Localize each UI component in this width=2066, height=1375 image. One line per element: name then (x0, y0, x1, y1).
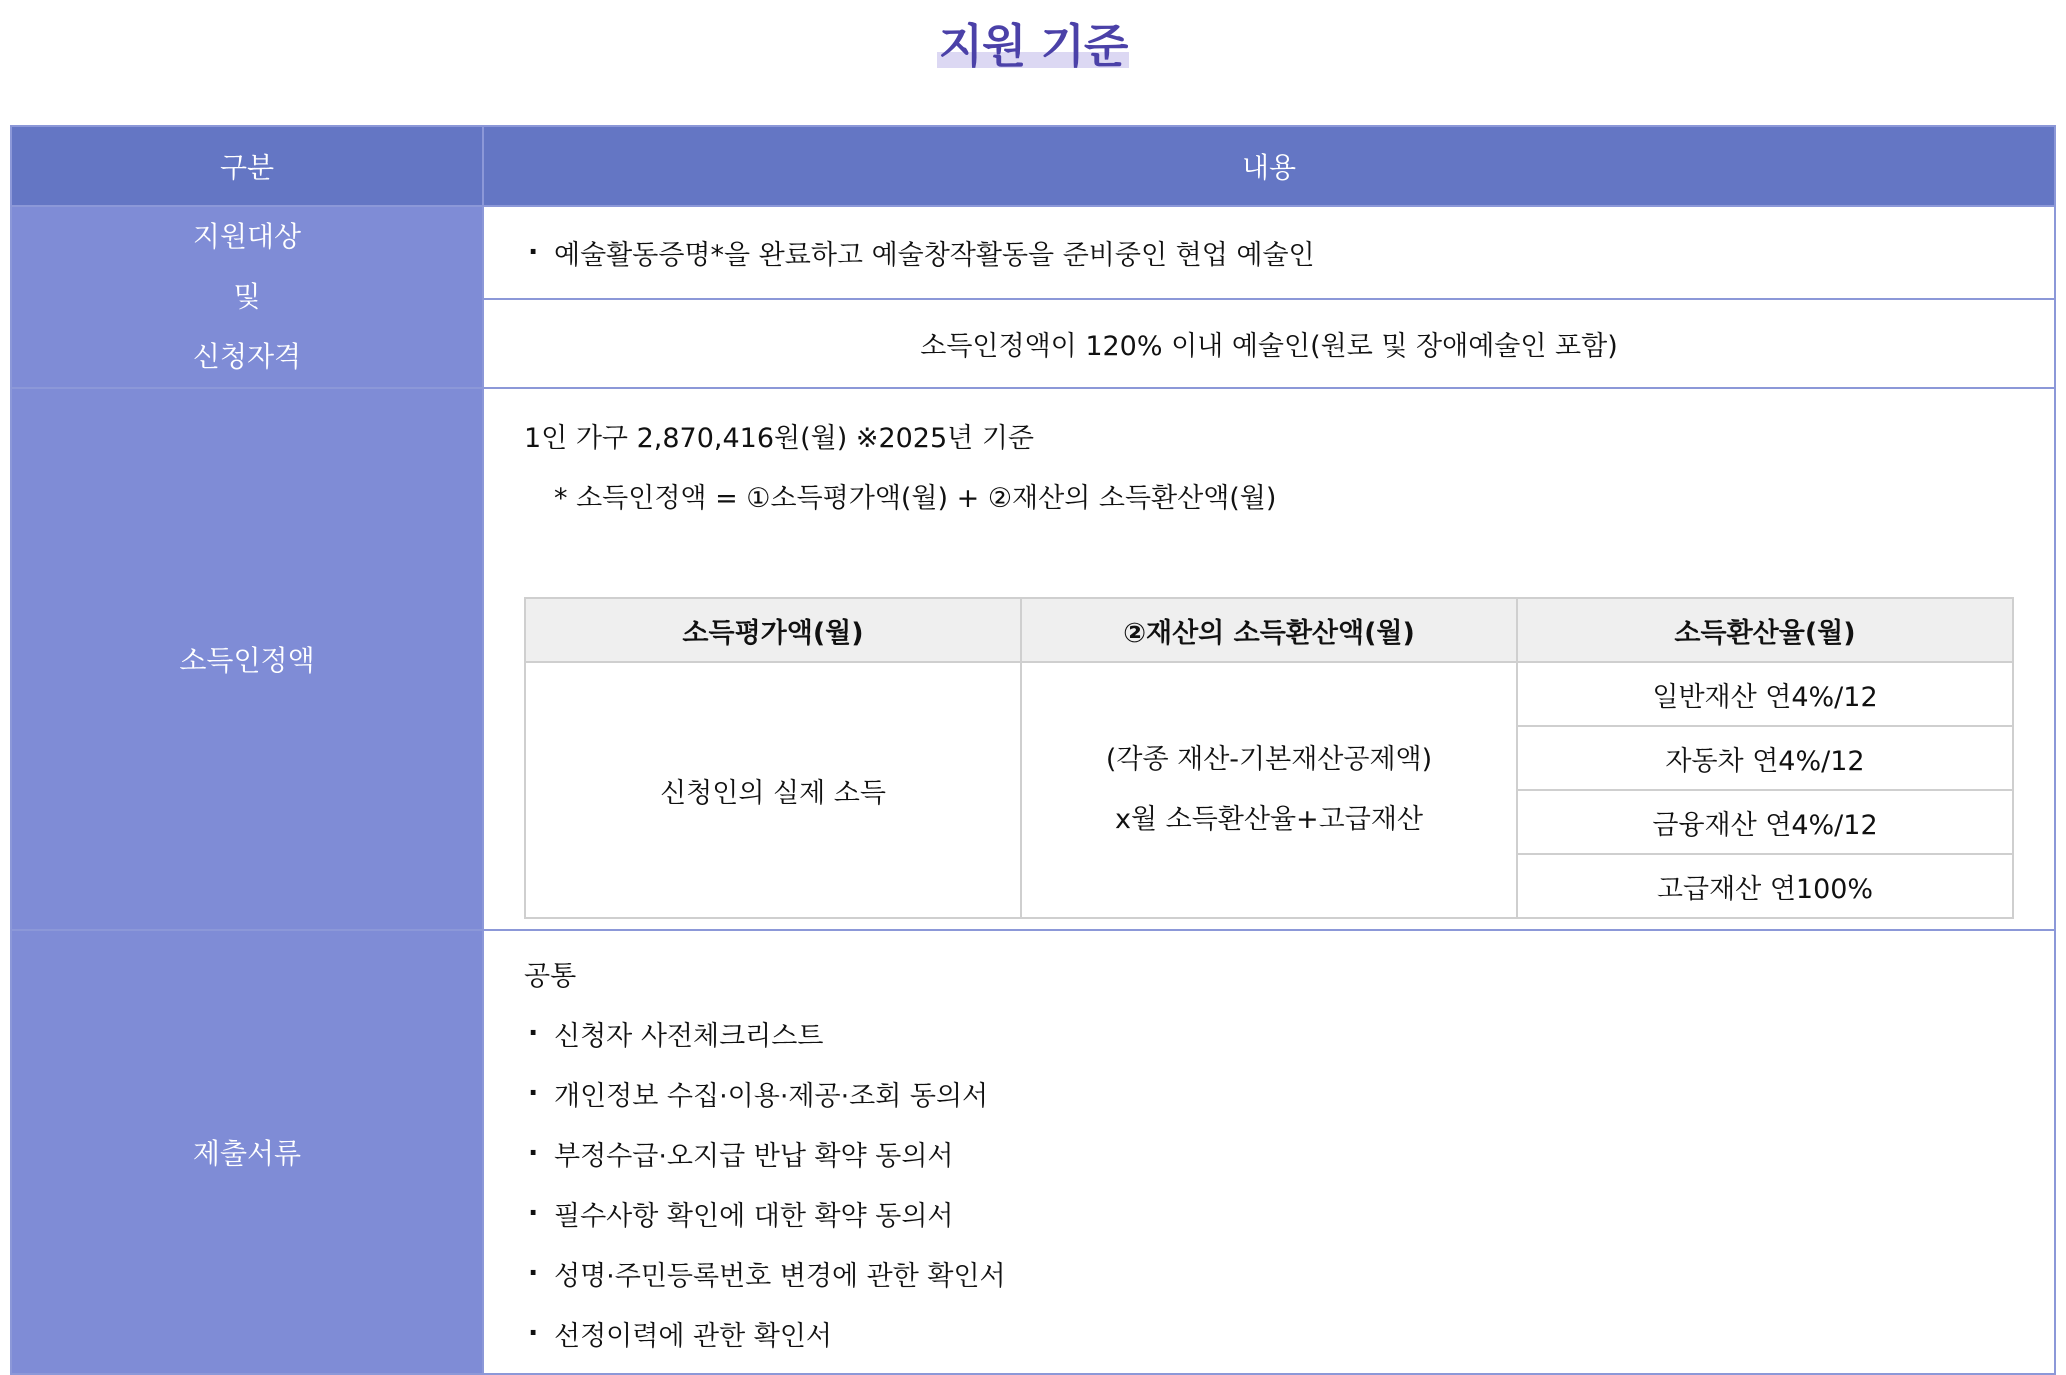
header-row (11, 126, 2055, 206)
document-item-text: 신청자 사전체크리스트 (554, 1020, 824, 1052)
bullet-dot-icon: · (528, 237, 539, 268)
rate-cell: 고급재산 연100% (1517, 854, 2013, 918)
documents-label: 제출서류 (11, 930, 483, 1374)
document-item (484, 1243, 2054, 1303)
eligibility-bullet-text: 예술활동증명*을 완료하고 예술창작활동을 준비중인 현업 예술인 (554, 240, 1315, 271)
eligibility-label-line: 신청자격 (192, 340, 302, 373)
header-category: 구분 (11, 126, 483, 206)
document-item-text: 필수사항 확인에 대한 확약 동의서 (554, 1200, 954, 1232)
income-evaluation-cell: 신청인의 실제 소득 (525, 662, 1021, 918)
document-item (484, 1123, 2054, 1183)
page-title-wrap (0, 0, 2066, 76)
document-item (484, 1183, 2054, 1243)
bullet-dot-icon: · (528, 1197, 539, 1229)
property-line: (각종 재산-기본재산공제액) (1105, 744, 1433, 775)
sub-header: 소득평가액(월) (525, 598, 1021, 662)
document-item-text: 부정수급·오지급 반납 확약 동의서 (554, 1140, 954, 1172)
document-item-text: 선정이력에 관한 확인서 (554, 1320, 832, 1352)
income-label: 소득인정액 (11, 388, 483, 930)
eligibility-label-line: 지원대상 (192, 220, 302, 253)
rate-cell: 자동차 연4%/12 (1517, 726, 2013, 790)
documents-content (483, 930, 2055, 1374)
bullet-dot-icon: · (528, 1077, 539, 1109)
header-content: 내용 (483, 126, 2055, 206)
sub-header: ②재산의 소득환산액(월) (1021, 598, 1517, 662)
document-item (484, 1303, 2054, 1363)
documents-row (11, 930, 2055, 1374)
document-item-text: 개인정보 수집·이용·제공·조회 동의서 (554, 1080, 989, 1112)
criteria-table (10, 125, 2056, 1375)
document-item (484, 1003, 2054, 1063)
eligibility-label-line: 및 (233, 280, 261, 313)
income-line-1: 1인 가구 2,870,416원(월) ※2025년 기준 (524, 422, 1034, 454)
bullet-dot-icon: · (528, 1257, 539, 1289)
eligibility-label (11, 206, 483, 388)
eligibility-row (11, 206, 2055, 299)
rate-cell: 일반재산 연4%/12 (1517, 662, 2013, 726)
income-line-2: * 소득인정액 = ①소득평가액(월) + ②재산의 소득환산액(월) (554, 482, 1277, 514)
document-item (484, 1063, 2054, 1123)
document-item-text: 성명·주민등록번호 변경에 관한 확인서 (554, 1260, 1006, 1292)
eligibility-bullet-cell (483, 206, 2055, 299)
rate-cell: 금융재산 연4%/12 (1517, 790, 2013, 854)
bullet-dot-icon: · (528, 1137, 539, 1169)
bullet-dot-icon: · (528, 1317, 539, 1349)
property-line: x월 소득환산율+고급재산 (1114, 804, 1423, 835)
property-conversion-cell (1021, 662, 1517, 918)
income-sub-table (524, 597, 2014, 919)
eligibility-centered-text: 소득인정액이 120% 이내 예술인(원로 및 장애예술인 포함) (483, 299, 2055, 388)
income-row (11, 388, 2055, 930)
bullet-dot-icon: · (528, 1017, 539, 1049)
page-title: 지원 기준 (937, 10, 1130, 76)
sub-header: 소득환산율(월) (1517, 598, 2013, 662)
income-content (483, 388, 2055, 930)
documents-heading: 공통 (524, 960, 577, 992)
